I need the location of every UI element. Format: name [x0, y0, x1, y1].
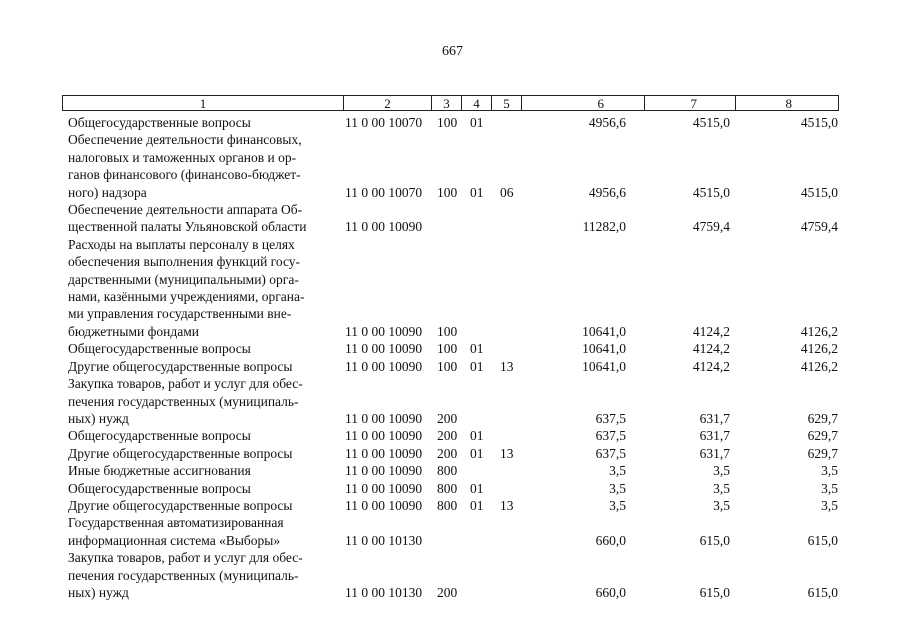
table-row: [0, 445, 905, 462]
value-col-6: 4956,6: [588, 115, 626, 130]
description-line: Закупка товаров, работ и услуг для обес-: [68, 550, 303, 566]
description-line: дарственными (муниципальными) орга-: [68, 271, 299, 287]
target-article-code: 11 0 00 10070: [345, 115, 423, 130]
description-line: ных) нужд: [68, 410, 129, 426]
description-line: печения государственных (муниципаль-: [68, 393, 299, 409]
page-number: 667: [442, 44, 463, 59]
value-col-8: 629,7: [807, 445, 838, 461]
subsection: 13: [500, 497, 514, 513]
description-line: Другие общегосударственные вопросы: [68, 497, 293, 513]
target-article-code: 11 0 00 10090: [345, 445, 423, 461]
header-col-1: 1: [62, 95, 344, 111]
expense-type: 100: [437, 323, 458, 339]
description-line: Общегосударственные вопросы: [68, 115, 251, 130]
value-col-6: 3,5: [609, 497, 626, 513]
table-body: [0, 114, 905, 601]
description-line: Иные бюджетные ассигнования: [68, 463, 251, 479]
value-col-6: 660,0: [595, 532, 626, 548]
section: 01: [470, 428, 484, 444]
row-description: [68, 201, 338, 236]
section: 01: [470, 115, 484, 130]
value-col-8: 4759,4: [800, 219, 838, 235]
value-col-8: 3,5: [821, 463, 838, 479]
row-description: [68, 340, 338, 357]
description-line: ного) надзора: [68, 184, 147, 200]
subsection: 06: [500, 184, 514, 200]
value-col-7: 631,7: [699, 410, 730, 426]
description-line: Общегосударственные вопросы: [68, 341, 251, 357]
section: 01: [470, 341, 484, 357]
value-col-7: 4124,2: [692, 341, 730, 357]
description-line: Другие общегосударственные вопросы: [68, 358, 293, 374]
target-article-code: 11 0 00 10090: [345, 410, 423, 426]
target-article-code: 11 0 00 10130: [345, 532, 423, 548]
description-line: Общегосударственные вопросы: [68, 480, 251, 496]
expense-type: 800: [437, 463, 458, 479]
target-article-code: 11 0 00 10090: [345, 463, 423, 479]
description-line: обеспечения выполнения функций госу-: [68, 254, 301, 270]
expense-type: 200: [437, 410, 458, 426]
value-col-7: 631,7: [699, 445, 730, 461]
row-description: [68, 514, 338, 549]
target-article-code: 11 0 00 10090: [345, 480, 423, 496]
table-row: [0, 514, 905, 549]
row-description: [68, 497, 338, 514]
description-line: ных) нужд: [68, 584, 129, 600]
expense-type: 100: [437, 341, 458, 357]
table-row: [0, 114, 905, 131]
target-article-code: 11 0 00 10090: [345, 323, 423, 339]
description-line: налоговых и таможенных органов и ор-: [68, 149, 297, 165]
description-line: печения государственных (муниципаль-: [68, 567, 299, 583]
description-line: Обеспечение деятельности аппарата Об-: [68, 202, 303, 218]
value-col-6: 11282,0: [582, 219, 626, 235]
target-article-code: 11 0 00 10130: [345, 584, 423, 600]
value-col-6: 660,0: [595, 584, 626, 600]
table-row: [0, 427, 905, 444]
value-col-7: 615,0: [699, 584, 730, 600]
value-col-8: 3,5: [821, 480, 838, 496]
description-line: нами, казёнными учреждениями, органа-: [68, 289, 305, 305]
value-col-7: 4515,0: [692, 184, 730, 200]
row-description: [68, 236, 338, 340]
row-description: [68, 358, 338, 375]
value-col-7: 615,0: [699, 532, 730, 548]
value-col-8: 615,0: [807, 584, 838, 600]
header-col-6: 6: [521, 95, 645, 111]
value-col-7: 4515,0: [692, 115, 730, 130]
description-line: бюджетными фондами: [68, 323, 199, 339]
target-article-code: 11 0 00 10090: [345, 358, 423, 374]
table-row: [0, 201, 905, 236]
expense-type: 100: [437, 358, 458, 374]
value-col-8: 629,7: [807, 410, 838, 426]
value-col-6: 3,5: [609, 480, 626, 496]
value-col-6: 10641,0: [582, 358, 626, 374]
subsection: 13: [500, 445, 514, 461]
subsection: 13: [500, 358, 514, 374]
value-col-7: 4124,2: [692, 323, 730, 339]
value-col-7: 3,5: [713, 480, 730, 496]
value-col-7: 3,5: [713, 497, 730, 513]
expense-type: 800: [437, 480, 458, 496]
target-article-code: 11 0 00 10090: [345, 341, 423, 357]
header-col-2: 2: [343, 95, 432, 111]
value-col-6: 10641,0: [582, 341, 626, 357]
description-line: Другие общегосударственные вопросы: [68, 445, 293, 461]
header-col-7: 7: [644, 95, 736, 111]
table-header: [62, 95, 839, 112]
description-line: информационная система «Выборы»: [68, 532, 281, 548]
table-row: [0, 131, 905, 201]
value-col-7: 4124,2: [692, 358, 730, 374]
section: 01: [470, 184, 484, 200]
expense-type: 800: [437, 497, 458, 513]
value-col-7: 3,5: [713, 463, 730, 479]
section: 01: [470, 497, 484, 513]
table-row: [0, 236, 905, 340]
description-line: ганов финансового (финансово-бюджет-: [68, 167, 301, 183]
header-col-5: 5: [491, 95, 522, 111]
row-description: [68, 427, 338, 444]
table-row: [0, 480, 905, 497]
value-col-8: 4126,2: [800, 323, 838, 339]
value-col-7: 4759,4: [692, 219, 730, 235]
header-col-3: 3: [431, 95, 462, 111]
target-article-code: 11 0 00 10090: [345, 497, 423, 513]
header-col-4: 4: [461, 95, 492, 111]
value-col-8: 4126,2: [800, 341, 838, 357]
description-line: Общегосударственные вопросы: [68, 428, 251, 444]
row-description: [68, 549, 338, 601]
description-line: Обеспечение деятельности финансовых,: [68, 132, 302, 148]
expense-type: 200: [437, 584, 458, 600]
value-col-8: 4126,2: [800, 358, 838, 374]
section: 01: [470, 358, 484, 374]
table-row: [0, 462, 905, 479]
section: 01: [470, 445, 484, 461]
value-col-6: 637,5: [595, 410, 626, 426]
description-line: Расходы на выплаты персоналу в целях: [68, 236, 295, 252]
row-description: [68, 445, 338, 462]
value-col-6: 10641,0: [582, 323, 626, 339]
table-row: [0, 497, 905, 514]
value-col-6: 637,5: [595, 445, 626, 461]
value-col-7: 631,7: [699, 428, 730, 444]
expense-type: 100: [437, 184, 458, 200]
row-description: [68, 375, 338, 427]
value-col-6: 637,5: [595, 428, 626, 444]
description-line: Государственная автоматизированная: [68, 515, 284, 531]
value-col-6: 4956,6: [588, 184, 626, 200]
expense-type: 100: [437, 115, 458, 130]
value-col-8: 4515,0: [800, 115, 838, 130]
table-row: [0, 549, 905, 601]
table-row: [0, 358, 905, 375]
row-description: [68, 462, 338, 479]
target-article-code: 11 0 00 10070: [345, 184, 423, 200]
description-line: ми управления государственными вне-: [68, 306, 292, 322]
target-article-code: 11 0 00 10090: [345, 219, 423, 235]
value-col-8: 615,0: [807, 532, 838, 548]
table-row: [0, 375, 905, 427]
value-col-8: 629,7: [807, 428, 838, 444]
row-description: [68, 131, 338, 201]
value-col-8: 4515,0: [800, 184, 838, 200]
expense-type: 200: [437, 428, 458, 444]
value-col-6: 3,5: [609, 463, 626, 479]
header-col-8: 8: [735, 95, 839, 111]
table-row: [0, 340, 905, 357]
section: 01: [470, 480, 484, 496]
row-description: [68, 480, 338, 497]
description-line: Закупка товаров, работ и услуг для обес-: [68, 376, 303, 392]
target-article-code: 11 0 00 10090: [345, 428, 423, 444]
value-col-8: 3,5: [821, 497, 838, 513]
expense-type: 200: [437, 445, 458, 461]
description-line: щественной палаты Ульяновской области: [68, 219, 307, 235]
row-description: [68, 114, 338, 131]
